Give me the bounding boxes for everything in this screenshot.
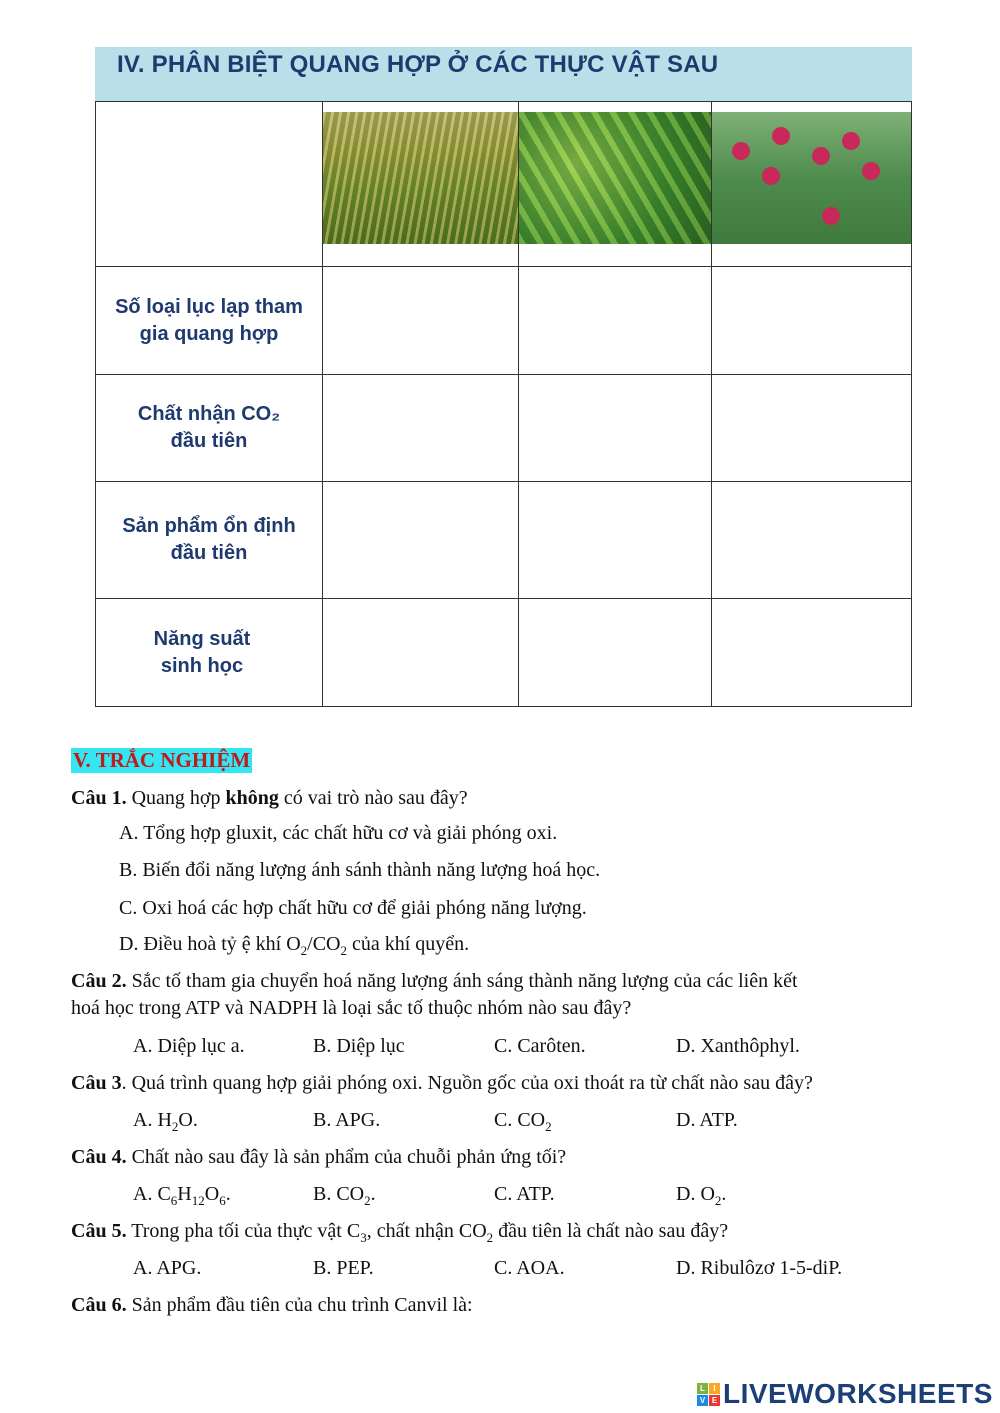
text-segment: 2 [171, 1119, 179, 1134]
text-segment: Sản phẩm đầu tiên của chu trình Canvil là: [126, 1294, 473, 1316]
text-segment: A. Diệp lục a. [133, 1035, 245, 1057]
empty-corner-cell [96, 102, 323, 267]
text-segment: 3 [360, 1230, 367, 1245]
question-5 [71, 1220, 728, 1246]
question-2 [71, 970, 798, 993]
comparison-table [95, 101, 912, 707]
answer-option[interactable] [494, 1183, 555, 1206]
answer-cell[interactable] [323, 482, 519, 599]
question-number: Câu 4. [71, 1146, 127, 1168]
answer-option[interactable] [313, 1109, 380, 1132]
text-segment: D. Ribulôzơ 1-5-diP. [676, 1257, 843, 1279]
question-number: Câu 3 [71, 1072, 122, 1094]
text-segment: , chất nhận CO [366, 1220, 487, 1242]
text-segment: B. Diệp lục [313, 1035, 405, 1057]
question-1 [71, 787, 468, 810]
row-label-line: Chất nhận CO₂ [137, 403, 281, 425]
question-number: Câu 5. [71, 1220, 127, 1242]
answer-option[interactable] [494, 1035, 586, 1058]
text-segment: B. CO [313, 1183, 365, 1205]
row-label [96, 599, 323, 707]
text-segment: 2 [545, 1119, 552, 1134]
text-segment: đầu tiên là chất nào sau đây? [493, 1220, 729, 1242]
text-segment: 12 [191, 1193, 205, 1208]
table-row [96, 267, 912, 375]
table-row [96, 375, 912, 482]
text-segment: . [721, 1183, 727, 1205]
text-segment: A. H [133, 1109, 172, 1131]
text-segment: hoá học trong ATP và NADPH là loại sắc tố thuộc nhóm nào sau đây? [71, 997, 632, 1019]
corn-plant-image [519, 112, 711, 244]
answer-cell[interactable] [712, 599, 912, 707]
answer-cell[interactable] [712, 267, 912, 375]
table-row [96, 599, 912, 707]
text-segment: . [370, 1183, 376, 1205]
text-segment: D. ATP. [676, 1109, 738, 1131]
answer-cell[interactable] [323, 599, 519, 707]
question-number: Câu 2. [71, 970, 127, 992]
row-label-line: gia quang hợp [139, 322, 279, 345]
text-segment: không [225, 787, 279, 809]
text-segment: C. ATP. [494, 1183, 555, 1205]
text-segment: Quang hợp [126, 787, 226, 809]
liveworksheets-logo [697, 1378, 993, 1410]
answer-cell[interactable] [712, 482, 912, 599]
question-3 [71, 1072, 813, 1095]
text-segment: A. Tổng hợp gluxit, các chất hữu cơ và giải phóng oxi. [119, 822, 558, 844]
text-segment: C. CO [494, 1109, 546, 1131]
answer-option[interactable] [676, 1183, 726, 1209]
row-label [96, 267, 323, 375]
answer-option[interactable] [119, 933, 469, 959]
answer-option[interactable] [313, 1257, 374, 1280]
text-segment: B. APG. [313, 1109, 381, 1131]
answer-cell[interactable] [519, 267, 712, 375]
answer-cell[interactable] [519, 599, 712, 707]
answer-option[interactable] [494, 1257, 565, 1280]
text-segment: /CO [307, 933, 341, 955]
answer-option[interactable] [676, 1257, 842, 1280]
corn-cell [519, 102, 712, 267]
rice-cell [323, 102, 519, 267]
answer-option[interactable] [119, 897, 587, 920]
row-label-line: đầu tiên [170, 430, 248, 452]
text-segment: 2 [300, 943, 308, 958]
answer-cell[interactable] [519, 375, 712, 482]
text-segment: 6 [219, 1193, 226, 1208]
text-segment: 2 [714, 1193, 722, 1208]
row-label-line: Sản phẩm ổn định [122, 515, 296, 537]
logo-text: LIVEWORKSHEETS [723, 1378, 993, 1409]
text-segment: Chất nào sau đây là sản phẩm của chuỗi phản ứng tối? [126, 1146, 567, 1168]
answer-cell[interactable] [712, 375, 912, 482]
answer-option[interactable] [119, 822, 557, 845]
rice-plant-image [323, 112, 518, 244]
row-label-line: đầu tiên [170, 542, 248, 564]
logo-mark-icon: L I V E [697, 1383, 720, 1406]
answer-option[interactable] [676, 1035, 800, 1058]
row-label-line: Số loại lục lạp tham [115, 295, 303, 318]
text-segment: 2 [486, 1230, 494, 1245]
answer-option[interactable] [133, 1035, 245, 1058]
text-segment: . [225, 1183, 231, 1205]
section-5-title: V. TRẮC NGHIỆM [73, 748, 251, 772]
text-segment: A. APG. [133, 1257, 202, 1279]
table-row [96, 482, 912, 599]
answer-option[interactable] [313, 1035, 405, 1058]
answer-option[interactable] [133, 1183, 231, 1209]
text-segment: O [204, 1183, 220, 1205]
answer-cell[interactable] [323, 375, 519, 482]
text-segment: C. Carôten. [494, 1035, 586, 1057]
text-segment: H [177, 1183, 192, 1205]
answer-option[interactable] [119, 859, 600, 882]
section-4-title: IV. PHÂN BIỆT QUANG HỢP Ở CÁC THỰC VẬT SAU [117, 51, 719, 78]
text-segment: D. Xanthôphyl. [676, 1035, 800, 1057]
text-segment: 2 [364, 1193, 371, 1208]
question-number: Câu 1. [71, 787, 127, 809]
question-number: Câu 6. [71, 1294, 127, 1316]
answer-cell[interactable] [519, 482, 712, 599]
answer-option[interactable] [313, 1183, 376, 1209]
dragon-fruit-cell [712, 102, 912, 267]
answer-option[interactable] [676, 1109, 738, 1132]
text-segment: B. PEP. [313, 1257, 374, 1279]
text-segment: 2 [340, 943, 347, 958]
answer-option[interactable] [133, 1257, 201, 1280]
text-segment: của khí quyển. [346, 933, 470, 955]
answer-option[interactable] [494, 1109, 552, 1135]
section-4-header [95, 47, 912, 101]
text-segment: B. Biến đổi năng lượng ánh sánh thành năng lượng hoá học. [119, 859, 601, 881]
text-segment: . Quá trình quang hợp giải phóng oxi. Nguồn gốc của oxi thoát ra từ chất nào sau đây? [121, 1072, 813, 1094]
question-4 [71, 1146, 566, 1169]
text-segment: D. O [676, 1183, 715, 1205]
text-segment: O. [178, 1109, 198, 1131]
text-segment: có vai trò nào sau đây? [278, 787, 468, 809]
text-segment: Trong pha tối của thực vật C [126, 1220, 361, 1242]
text-segment: D. Điều hoà tỷ ệ khí O [119, 933, 301, 955]
text-segment: C. AOA. [494, 1257, 565, 1279]
row-label [96, 482, 323, 599]
question-6 [71, 1294, 473, 1317]
question-2-continued [71, 997, 631, 1020]
table-header-row [96, 102, 912, 267]
row-label-line: sinh học [160, 654, 244, 677]
text-segment: 6 [170, 1193, 178, 1208]
row-label [96, 375, 323, 482]
dragon-fruit-plant-image [712, 112, 911, 244]
text-segment: A. C [133, 1183, 171, 1205]
text-segment: C. Oxi hoá các hợp chất hữu cơ để giải phóng năng lượng. [119, 897, 587, 919]
answer-option[interactable] [133, 1109, 198, 1135]
text-segment: Sắc tố tham gia chuyển hoá năng lượng ánh sáng thành năng lượng của các liên kết [126, 970, 798, 992]
answer-cell[interactable] [323, 267, 519, 375]
row-label-line: Năng suất [153, 627, 251, 650]
